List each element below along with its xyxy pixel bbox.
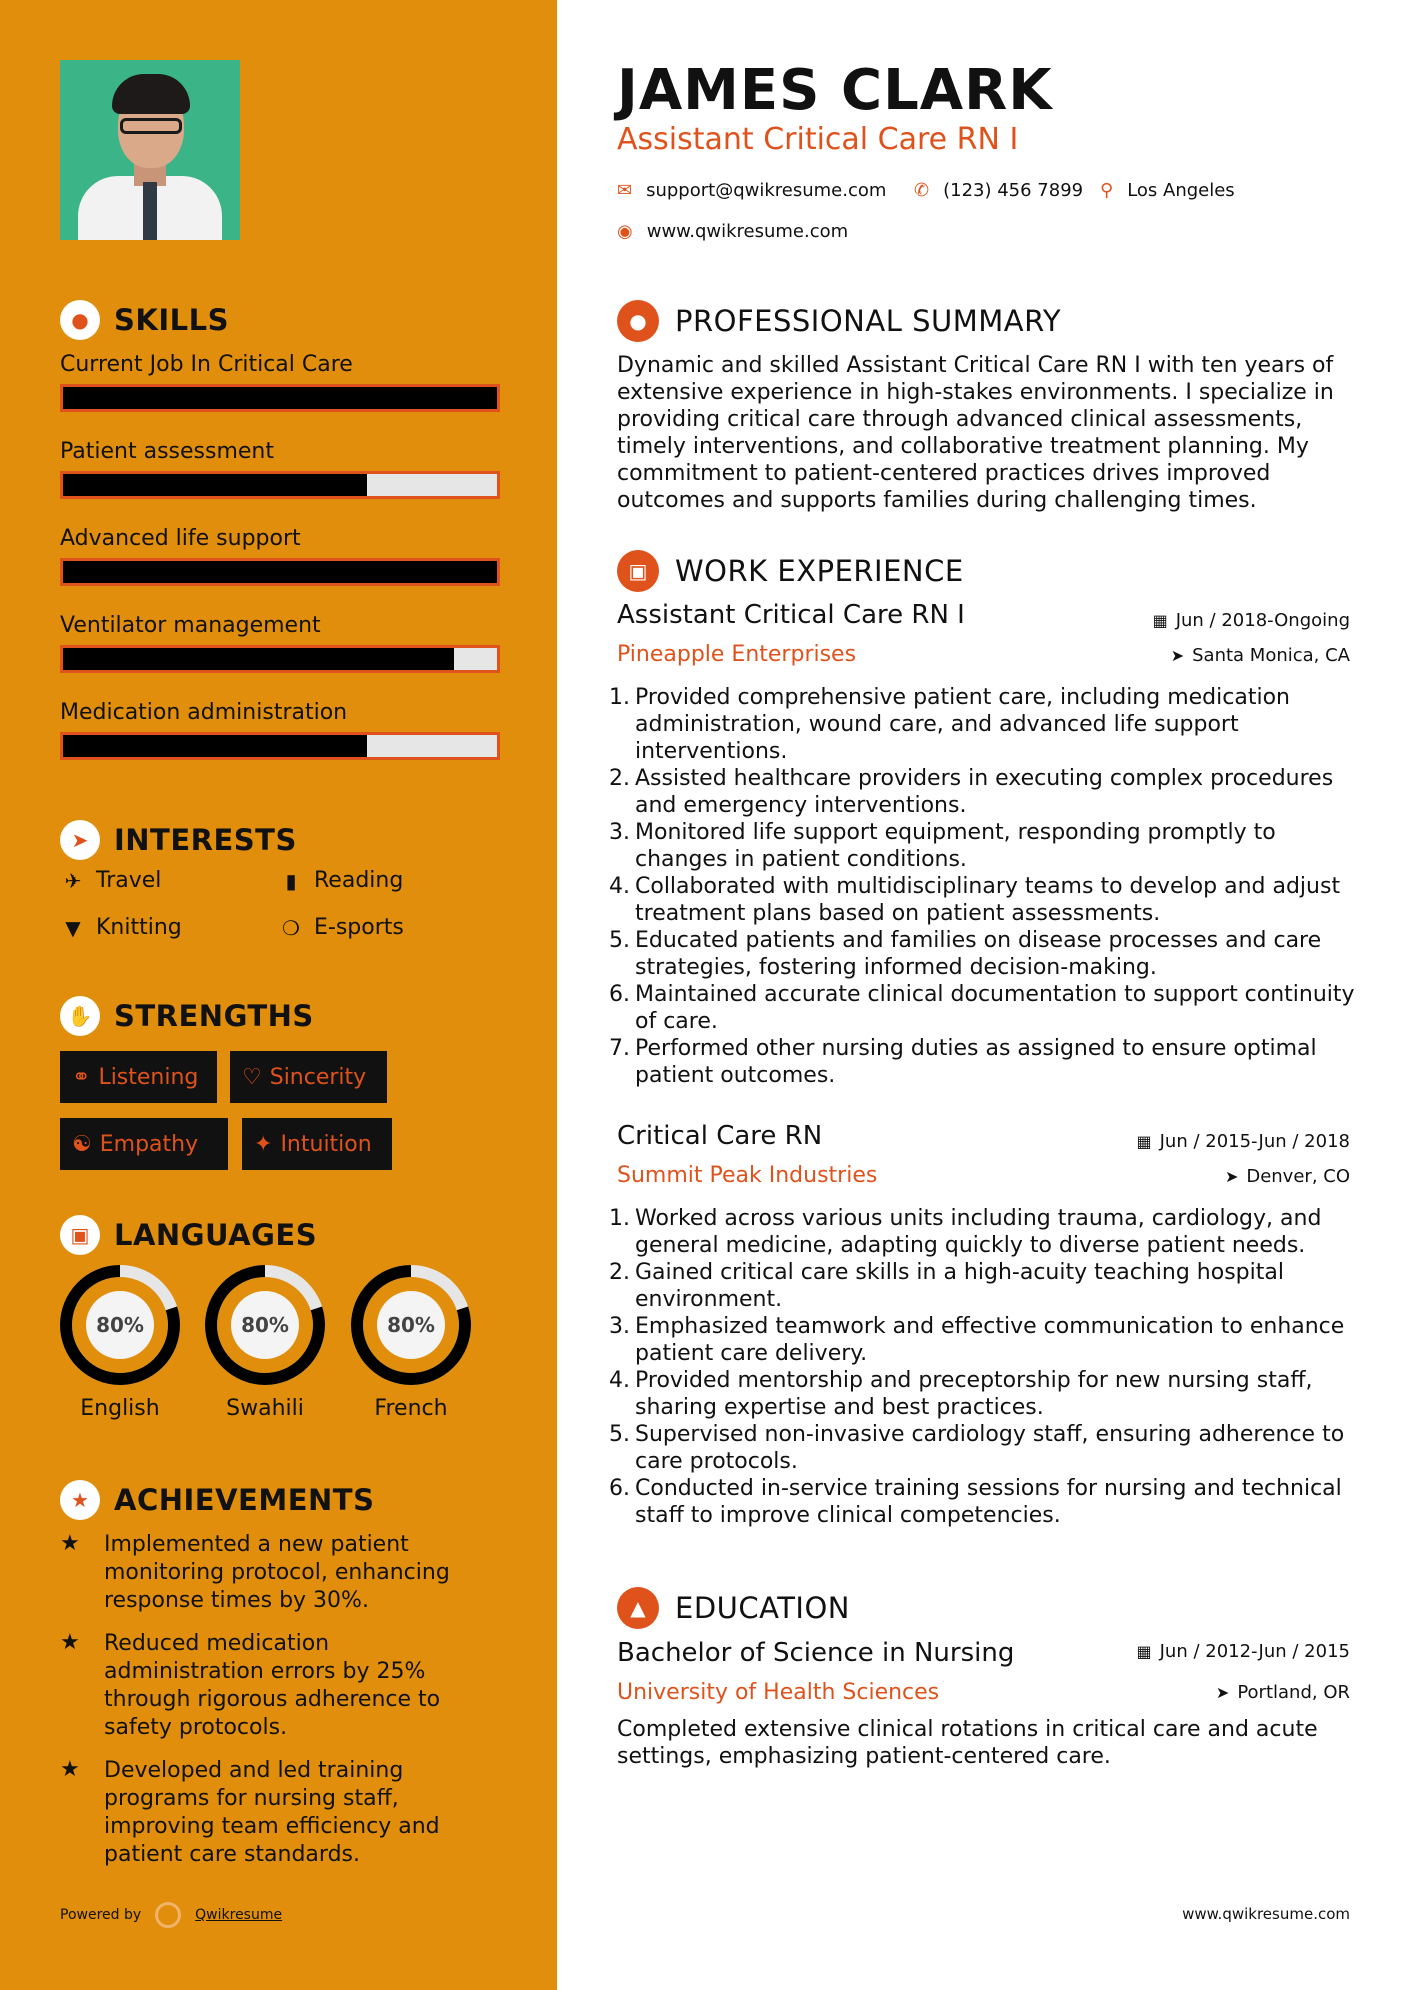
job-company: Summit Peak Industries <box>617 1163 878 1188</box>
language-name: French <box>374 1396 448 1421</box>
summary-text: Dynamic and skilled Assistant Critical Care RN I with ten years of extensive experience in high-stakes environments. I specialize in providing critical care through advanced clinical assessments, timely interventions, and collaborative treatment planning. My commitment to patient-centered practices drives improved outcomes and supports families during challenging times. <box>617 353 1334 513</box>
skill-item <box>60 700 500 760</box>
strength-badge: ☯ Empathy <box>60 1118 228 1170</box>
contact-location: ⚲ Los Angeles <box>1100 180 1235 201</box>
degree-title: Bachelor of Science in Nursing <box>617 1638 1015 1668</box>
list-item: 1. Provided comprehensive patient care, including medication administration, wound care, and advanced life support interventions. <box>609 685 1290 764</box>
list-item: 2. Gained critical care skills in a high-acuity teaching hospital environment. <box>609 1260 1284 1312</box>
skill-item <box>60 526 500 586</box>
education-dates: ▦ Jun / 2012-Jun / 2015 <box>1136 1641 1350 1662</box>
book-icon: ▮ <box>285 868 297 893</box>
user-icon: ● <box>617 300 659 342</box>
education-heading: ▲ EDUCATION <box>617 1587 850 1629</box>
interest-item: ❍ E-sports <box>278 915 404 940</box>
list-item: 6. Maintained accurate clinical documentation to support continuity of care. <box>609 982 1355 1034</box>
strength-badge: ✦ Intuition <box>242 1118 392 1170</box>
shooting-star-icon: ★ <box>60 1757 80 1782</box>
skill-bar <box>60 645 500 673</box>
interest-item: ▼ Knitting <box>60 915 182 940</box>
pushpin-icon: ➤ <box>1224 1167 1239 1186</box>
sidebar <box>0 0 557 1990</box>
paper-plane-icon: ➤ <box>60 820 100 860</box>
list-item: 5. Educated patients and families on disease processes and care strategies, fostering informed decision-making. <box>609 928 1322 980</box>
list-item: 6. Conducted in-service training sessions for nursing and technical staff to improve clinical competencies. <box>609 1476 1342 1528</box>
skill-label: Ventilator management <box>60 613 321 638</box>
skill-bar <box>60 732 500 760</box>
job-title: Critical Care RN <box>617 1121 823 1151</box>
list-item: 3. Monitored life support equipment, responding promptly to changes in patient conditions. <box>609 820 1276 872</box>
lightbulb-icon: ● <box>60 300 100 340</box>
list-item: 2. Assisted healthcare providers in executing complex procedures and emergency interventions. <box>609 766 1334 818</box>
skill-bar-fill <box>63 735 367 757</box>
job-title: Assistant Critical Care RN I <box>617 600 965 630</box>
achievements-heading: ★ ACHIEVEMENTS <box>60 1480 374 1520</box>
school-name: University of Health Sciences <box>617 1680 940 1705</box>
achievement-item: ★ Reduced medication administration errors by 25% through rigorous adherence to safety protocols. <box>60 1630 441 1740</box>
list-item: 7. Performed other nursing duties as assigned to ensure optimal patient outcomes. <box>609 1036 1317 1088</box>
skill-item <box>60 352 500 412</box>
language-percent: 80% <box>387 1313 435 1337</box>
envelope-icon: ✉ <box>617 180 633 201</box>
contact-phone: ✆ (123) 456 7899 <box>914 180 1084 201</box>
skill-bar <box>60 471 500 499</box>
job-location: ➤ Denver, CO <box>1224 1166 1350 1187</box>
pushpin-icon: ➤ <box>1215 1683 1230 1702</box>
candidate-role: Assistant Critical Care RN I <box>617 122 1019 157</box>
shooting-star-icon: ★ <box>60 1531 80 1556</box>
shooting-star-icon: ★ <box>60 1630 80 1655</box>
skill-label: Medication administration <box>60 700 348 725</box>
language-name: English <box>80 1396 160 1421</box>
skill-label: Current Job In Critical Care <box>60 352 353 377</box>
job-duties-list <box>609 1205 1363 1529</box>
language-name: Swahili <box>226 1396 304 1421</box>
handshake-icon: ☯ <box>72 1131 92 1157</box>
job-dates: ▦ Jun / 2018-Ongoing <box>1152 610 1350 631</box>
skill-bar <box>60 558 500 586</box>
strength-badge: ♡ Sincerity <box>230 1051 387 1103</box>
pushpin-icon: ➤ <box>1170 646 1185 665</box>
job-duties-list <box>609 684 1363 1089</box>
qwikresume-link[interactable]: Qwikresume <box>195 1907 283 1923</box>
list-item: 1. Worked across various units including trauma, cardiology, and general medicine, adapting quickly to diverse patient needs. <box>609 1206 1322 1258</box>
calendar-icon: ▦ <box>1136 1642 1152 1661</box>
skill-bar-fill <box>63 561 497 583</box>
job-dates: ▦ Jun / 2015-Jun / 2018 <box>1136 1131 1350 1152</box>
skill-bar-fill <box>63 387 497 409</box>
star-icon: ★ <box>60 1480 100 1520</box>
language-item <box>350 1264 472 1421</box>
interest-item: ▮ Reading <box>278 868 403 893</box>
contact-email[interactable]: ✉ support@qwikresume.com <box>617 180 887 201</box>
map-marker-icon: ⚲ <box>1100 180 1114 201</box>
skills-heading: ● SKILLS <box>60 300 229 340</box>
candidate-name: JAMES CLARK <box>617 58 1053 123</box>
powered-by: Powered by Qwikresume <box>60 1902 282 1928</box>
graduation-icon: ▲ <box>617 1587 659 1629</box>
heart-icon: ♡ <box>242 1064 262 1090</box>
profile-photo <box>60 60 240 240</box>
list-item: 3. Emphasized teamwork and effective communication to enhance patient care delivery. <box>609 1314 1345 1366</box>
language-percent: 80% <box>96 1313 144 1337</box>
language-icon: ▣ <box>60 1215 100 1255</box>
skill-bar <box>60 384 500 412</box>
skill-label: Patient assessment <box>60 439 274 464</box>
contact-website[interactable]: ◉ www.qwikresume.com <box>617 221 849 242</box>
fist-icon: ✋ <box>60 996 100 1036</box>
skill-bar-fill <box>63 648 454 670</box>
language-percent: 80% <box>241 1313 289 1337</box>
lifebuoy-icon: ❍ <box>282 915 300 940</box>
skill-bar-fill <box>63 474 367 496</box>
main-content <box>557 0 1407 1990</box>
skill-item <box>60 439 500 499</box>
list-item: 4. Provided mentorship and preceptorship for new nursing staff, sharing expertise and best practices. <box>609 1368 1313 1420</box>
magic-wand-icon: ✦ <box>254 1131 273 1157</box>
phone-icon: ✆ <box>914 180 930 201</box>
briefcase-icon: ▣ <box>617 550 659 592</box>
calendar-icon: ▦ <box>1136 1132 1152 1151</box>
achievement-item: ★ Implemented a new patient monitoring protocol, enhancing response times by 30%. <box>60 1531 450 1613</box>
plane-icon: ✈ <box>64 868 82 893</box>
trophy-icon: ▼ <box>65 915 81 940</box>
summary-heading: ● PROFESSIONAL SUMMARY <box>617 300 1061 342</box>
strengths-heading: ✋ STRENGTHS <box>60 996 314 1036</box>
qwikresume-logo-icon <box>155 1902 181 1928</box>
list-item: 5. Supervised non-invasive cardiology staff, ensuring adherence to care protocols. <box>609 1422 1345 1474</box>
languages-heading: ▣ LANGUAGES <box>60 1215 317 1255</box>
strength-badge: ⚭ Listening <box>60 1051 217 1103</box>
language-item <box>204 1264 326 1421</box>
job-location: ➤ Santa Monica, CA <box>1170 645 1350 666</box>
skill-item <box>60 613 500 673</box>
education-text: Completed extensive clinical rotations in critical care and acute settings, emphasizing patient-centered care. <box>617 1717 1318 1769</box>
globe-icon: ◉ <box>617 221 633 242</box>
list-item: 4. Collaborated with multidisciplinary teams to develop and adjust treatment plans based on patient assessments. <box>609 874 1341 926</box>
headphones-icon: ⚭ <box>72 1064 91 1090</box>
footer-url[interactable]: www.qwikresume.com <box>1182 1905 1350 1923</box>
interests-heading: ➤ INTERESTS <box>60 820 297 860</box>
skill-label: Advanced life support <box>60 526 301 551</box>
language-item <box>59 1264 181 1421</box>
experience-heading: ▣ WORK EXPERIENCE <box>617 550 964 592</box>
achievement-item: ★ Developed and led training programs for nursing staff, improving team efficiency and patient care standards. <box>60 1757 440 1867</box>
interest-item: ✈ Travel <box>60 868 161 893</box>
calendar-icon: ▦ <box>1152 611 1168 630</box>
education-location: ➤ Portland, OR <box>1215 1682 1350 1703</box>
job-company: Pineapple Enterprises <box>617 642 857 667</box>
